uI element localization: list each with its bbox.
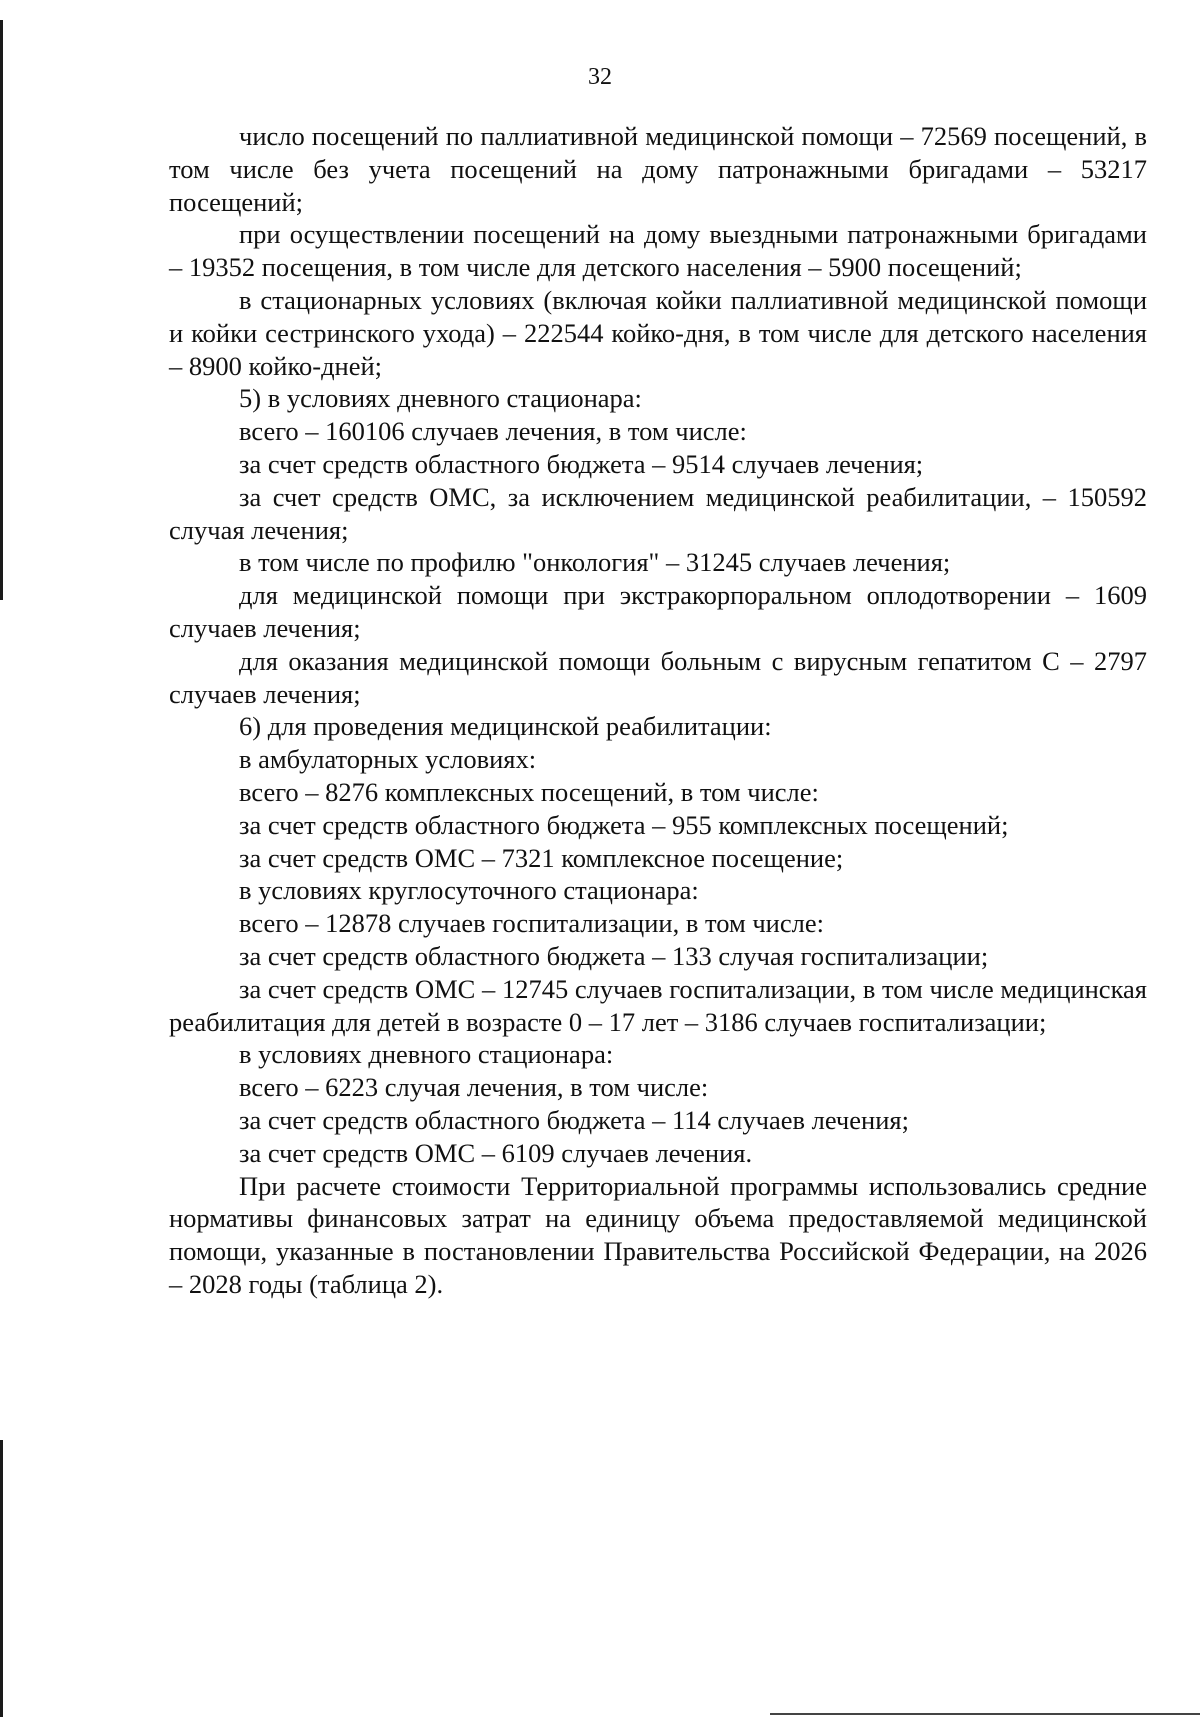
paragraph: за счет средств ОМС – 12745 случаев госпитализации, в том числе медицинская реабилитация для детей в возрасте 0 – 17 лет – 3186 случаев госпитализации; [169, 973, 1147, 1037]
paragraph: за счет средств ОМС – 7321 комплексное посещение; [239, 842, 844, 873]
paragraph: 5) в условиях дневного стационара: [239, 383, 642, 414]
paragraph: для оказания медицинской помощи больным с вирусным гепатитом С – 2797 случаев лечения; [169, 645, 1147, 709]
paragraph: всего – 8276 комплексных посещений, в том числе: [239, 776, 819, 807]
paragraph: в амбулаторных условиях: [239, 744, 537, 775]
paragraph: в условиях дневного стационара: [239, 1039, 614, 1070]
paragraph: всего – 12878 случаев госпитализации, в том числе: [239, 908, 824, 939]
paragraph: при осуществлении посещений на дому выездными патронажными бригадами – 19352 посещения, в том числе для детского населения – 5900 посещений; [169, 219, 1147, 283]
page-number: 32 [588, 64, 612, 90]
paragraph: в стационарных условиях (включая койки паллиативной медицинской помощи и койки сестринского ухода) – 222544 койко-дня, в том числе для детского населения – 8900 койко-дней; [169, 284, 1147, 381]
paragraph: за счет средств областного бюджета – 133 случая госпитализации; [239, 940, 989, 971]
paragraph: за счет средств ОМС, за исключением медицинской реабилитации, – 150592 случая лечения; [169, 481, 1147, 545]
paragraph: всего – 6223 случая лечения, в том числе: [239, 1072, 709, 1103]
paragraph: в том числе по профилю "онкология" – 31245 случаев лечения; [239, 547, 951, 578]
scan-edge-bottom [0, 1440, 3, 1717]
paragraph: за счет средств областного бюджета – 114 случаев лечения; [239, 1104, 909, 1135]
scan-line-bottom [770, 1713, 1200, 1715]
scan-edge-top [0, 20, 3, 600]
paragraph: за счет средств областного бюджета – 955 комплексных посещений; [239, 809, 1009, 840]
paragraph: за счет средств ОМС – 6109 случаев лечения. [239, 1137, 753, 1168]
paragraph: При расчете стоимости Территориальной программы использовались средние нормативы финансовых затрат на единицу объема предоставляемой медицинской помощи, указанные в постановлении Правительства Российской Федерации, на 2026 – 2028 годы (таблица 2). [169, 1170, 1147, 1299]
paragraph: за счет средств областного бюджета – 9514 случаев лечения; [239, 448, 924, 479]
paragraph: 6) для проведения медицинской реабилитации: [239, 711, 772, 742]
paragraph: число посещений по паллиативной медицинской помощи – 72569 посещений, в том числе без учета посещений на дому патронажными бригадами – 53217 посещений; [169, 121, 1147, 217]
paragraph: всего – 160106 случаев лечения, в том числе: [239, 416, 747, 447]
document-body [169, 120, 1147, 1301]
paragraph: в условиях круглосуточного стационара: [239, 875, 699, 906]
paragraph: для медицинской помощи при экстракорпоральном оплодотворении – 1609 случаев лечения; [169, 580, 1147, 643]
